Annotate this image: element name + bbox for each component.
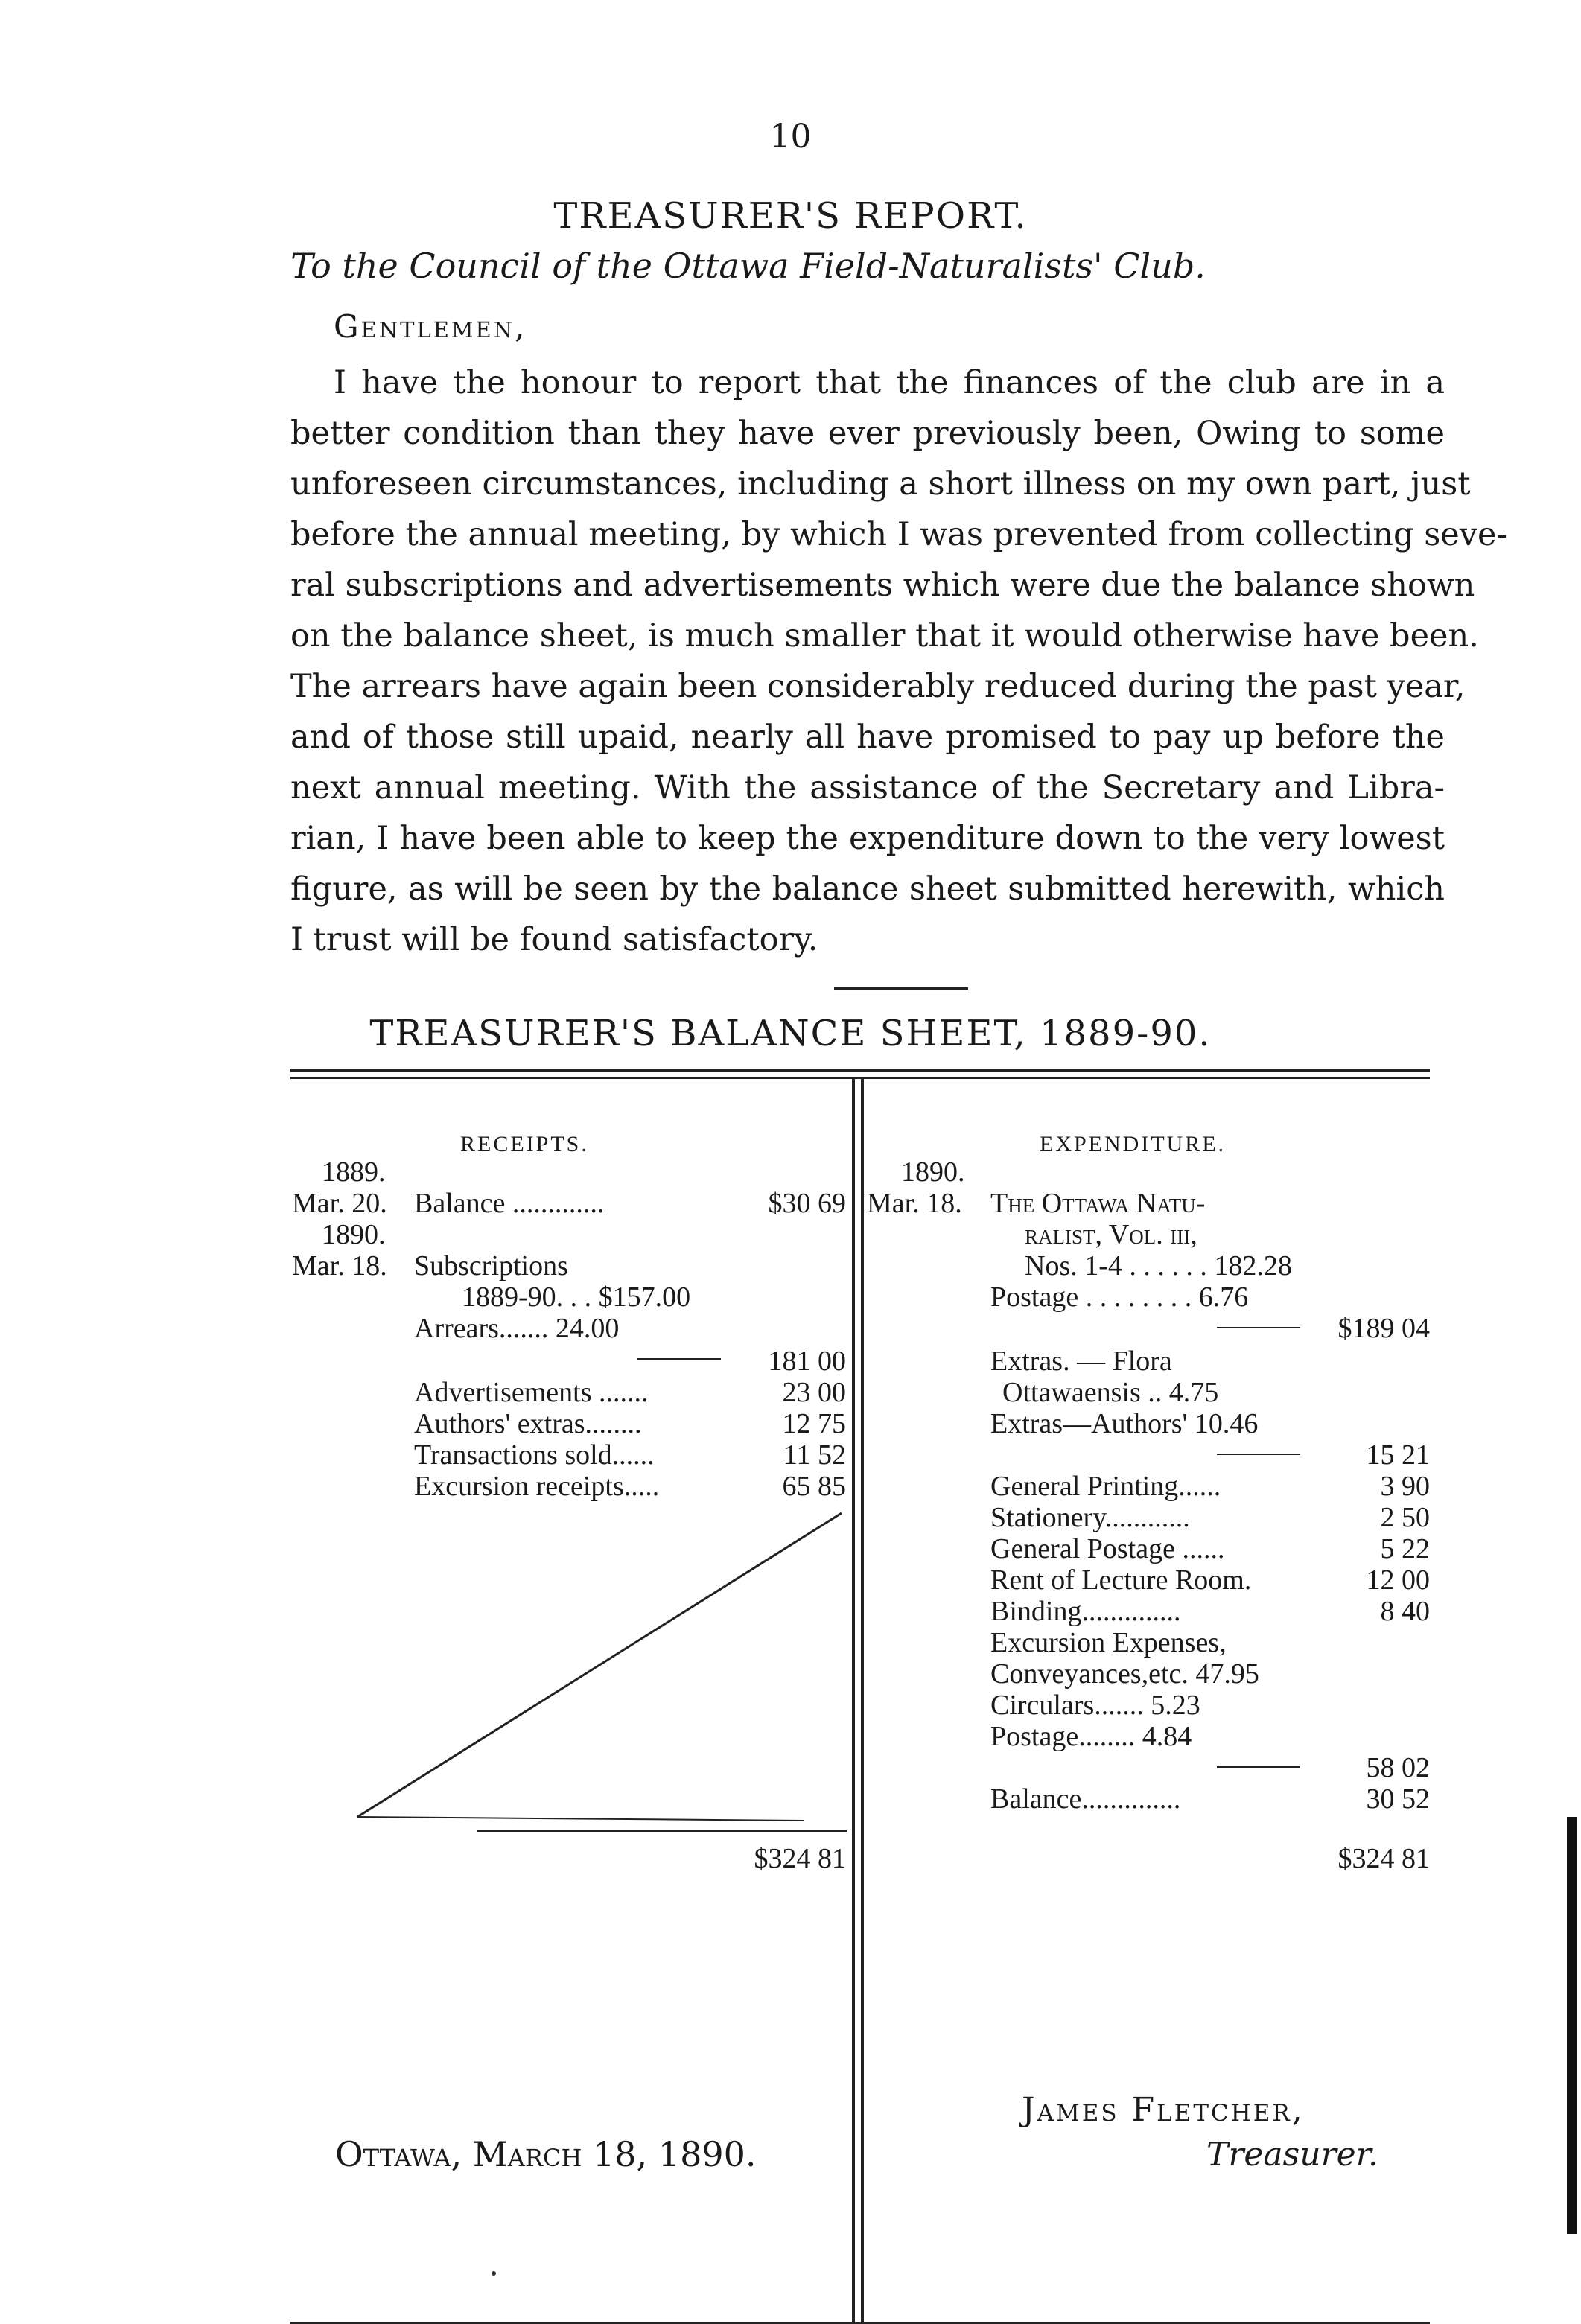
- receipts-label: Balance .............: [414, 1188, 605, 1219]
- expenditure-label: The Ottawa Natu-: [990, 1188, 1206, 1219]
- receipts-label: Authors' extras........: [414, 1408, 642, 1439]
- expenditure-date: Mar. 18.: [867, 1188, 962, 1219]
- receipts-label: Excursion receipts.....: [414, 1471, 660, 1502]
- receipts-label: Subscriptions: [414, 1250, 568, 1282]
- expenditure-label: Postage........ 4.84: [990, 1721, 1192, 1752]
- table-top-rule: [290, 1069, 1430, 1072]
- receipts-amount: 11 52: [783, 1439, 846, 1471]
- paragraph-line: and of those still upaid, nearly all have promised to pay up before the: [290, 719, 1445, 756]
- total-rule: [477, 1830, 847, 1832]
- receipts-amount: 23 00: [782, 1377, 846, 1408]
- receipts-heading: RECEIPTS.: [460, 1132, 589, 1156]
- receipts-date: Mar. 20.: [292, 1188, 387, 1219]
- paragraph-line: I have the honour to report that the finances of the club are in a: [334, 364, 1445, 401]
- expenditure-amount: $189 04: [1337, 1313, 1430, 1344]
- expenditure-label: Conveyances,etc. 47.95: [990, 1658, 1259, 1690]
- page-number: 10: [769, 118, 812, 156]
- receipts-sub-line: Arrears....... 24.00: [414, 1313, 620, 1344]
- paragraph-line: on the balance sheet, is much smaller that it would otherwise have been.: [290, 617, 1479, 655]
- table-top-rule: [290, 1077, 1430, 1079]
- receipts-amount: $30 69: [768, 1188, 846, 1219]
- receipts-amount: 181 00: [768, 1346, 846, 1377]
- section-divider: [834, 987, 968, 990]
- greeting: Gentlemen,: [334, 308, 527, 345]
- expenditure-total: $324 81: [1337, 1843, 1430, 1874]
- expenditure-label: Stationery............: [990, 1502, 1190, 1533]
- receipts-label: Transactions sold......: [414, 1439, 655, 1471]
- signature-place-date: Ottawa, March 18, 1890.: [335, 2134, 757, 2174]
- stray-mark: [492, 2271, 496, 2276]
- paragraph-line: figure, as will be seen by the balance sheet submitted herewith, which: [290, 870, 1445, 908]
- receipts-amount: 12 75: [782, 1408, 846, 1439]
- expenditure-amount: 12 00: [1366, 1564, 1430, 1596]
- subtotal-rule: [637, 1358, 721, 1360]
- expenditure-label: Postage . . . . . . . . 6.76: [990, 1282, 1249, 1313]
- expenditure-label: Ottawaensis .. 4.75: [1002, 1377, 1219, 1408]
- expenditure-label: Circulars....... 5.23: [990, 1690, 1200, 1721]
- receipts-year: 1890.: [322, 1219, 386, 1250]
- report-paragraph: [290, 357, 1507, 965]
- salutation: To the Council of the Ottawa Field-Naturalists' Club.: [290, 246, 1206, 286]
- paragraph-line: ral subscriptions and advertisements which were due the balance shown: [290, 567, 1475, 604]
- expenditure-label: General Postage ......: [990, 1533, 1225, 1564]
- expenditure-amount: 30 52: [1366, 1783, 1430, 1815]
- balance-sheet-title: TREASURER'S BALANCE SHEET, 1889-90.: [369, 1013, 1212, 1054]
- expenditure-amount: 8 40: [1380, 1596, 1430, 1627]
- expenditure-label: Extras. — Flora: [990, 1346, 1172, 1377]
- receipts-amount: 65 85: [782, 1471, 846, 1502]
- column-divider: [861, 1077, 864, 2322]
- expenditure-label: Balance..............: [990, 1783, 1181, 1815]
- expenditure-label: Binding..............: [990, 1596, 1181, 1627]
- paragraph-line: I trust will be found satisfactory.: [290, 921, 818, 958]
- paragraph-line: before the annual meeting, by which I was prevented from collecting seve-: [290, 516, 1507, 553]
- receipts-total: $324 81: [754, 1843, 846, 1874]
- expenditure-amount: 3 90: [1380, 1471, 1430, 1502]
- signature-role: Treasurer.: [1206, 2136, 1378, 2174]
- paragraph-line: better condition than they have ever previously been, Owing to some: [290, 415, 1445, 452]
- receipts-sub-line: 1889-90. . . $157.00: [462, 1282, 691, 1313]
- receipts-date: Mar. 18.: [292, 1250, 387, 1282]
- signature-name: James Fletcher,: [1022, 2091, 1305, 2129]
- paragraph-line: rian, I have been able to keep the expenditure down to the very lowest: [290, 820, 1445, 857]
- expenditure-amount: 15 21: [1366, 1439, 1430, 1471]
- page-edge-shadow: [1567, 1817, 1577, 2234]
- report-title: TREASURER'S REPORT.: [553, 195, 1028, 237]
- paragraph-line: next annual meeting. With the assistance of the Secretary and Libra-: [290, 769, 1445, 806]
- expenditure-label: Nos. 1-4 . . . . . . 182.28: [1025, 1250, 1292, 1282]
- expenditure-label: Rent of Lecture Room.: [990, 1564, 1252, 1596]
- expenditure-label: Extras—Authors' 10.46: [990, 1408, 1259, 1439]
- expenditure-year: 1890.: [901, 1156, 965, 1188]
- expenditure-amount: 5 22: [1380, 1533, 1430, 1564]
- expenditure-amount: 58 02: [1366, 1752, 1430, 1783]
- receipts-year: 1889.: [322, 1156, 386, 1188]
- paragraph-line: The arrears have again been considerably reduced during the past year,: [290, 668, 1466, 705]
- expenditure-label: Excursion Expenses,: [990, 1627, 1227, 1658]
- expenditure-amount: 2 50: [1380, 1502, 1430, 1533]
- cancel-diagonal: [343, 1512, 856, 1832]
- expenditure-label: ralist, Vol. iii,: [1025, 1219, 1197, 1250]
- paragraph-line: unforeseen circumstances, including a short illness on my own part, just: [290, 465, 1471, 503]
- expenditure-heading: EXPENDITURE.: [1040, 1132, 1227, 1156]
- receipts-label: Advertisements .......: [414, 1377, 649, 1408]
- expenditure-label: General Printing......: [990, 1471, 1221, 1502]
